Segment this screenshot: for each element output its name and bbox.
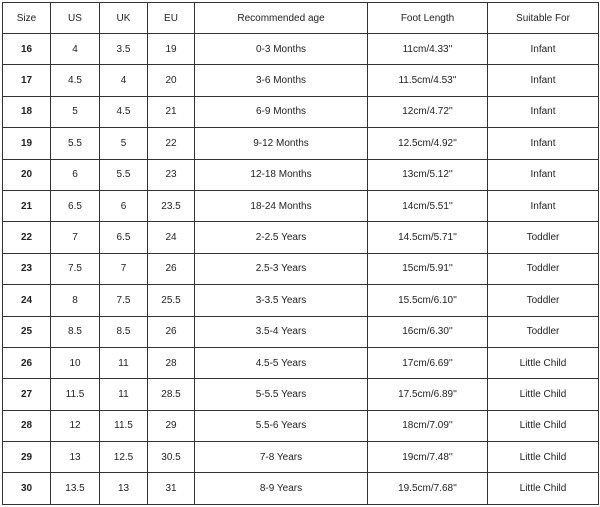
eu-size-cell: 31: [148, 473, 195, 505]
table-row: [3, 222, 599, 253]
table-row: [3, 253, 599, 284]
uk-size-cell: 6.5: [100, 222, 148, 253]
suitable-for-cell: Little Child: [488, 410, 599, 441]
recommended-age-cell: 12-18 Months: [195, 159, 368, 190]
foot-length-cell: 11cm/4.33'': [368, 34, 488, 65]
eu-size-cell: 24: [148, 222, 195, 253]
uk-size-cell: 11: [100, 347, 148, 378]
eu-size-cell: 21: [148, 96, 195, 127]
suitable-for-cell: Little Child: [488, 473, 599, 505]
column-header-us: US: [51, 3, 100, 34]
column-header-foot-length: Foot Length: [368, 3, 488, 34]
size-cell: 20: [3, 159, 51, 190]
size-cell: 22: [3, 222, 51, 253]
column-header-suitable-for: Suitable For: [488, 3, 599, 34]
us-size-cell: 13: [51, 442, 100, 473]
suitable-for-cell: Toddler: [488, 253, 599, 284]
foot-length-cell: 13cm/5.12'': [368, 159, 488, 190]
recommended-age-cell: 2.5-3 Years: [195, 253, 368, 284]
table-row: [3, 347, 599, 378]
foot-length-cell: 15cm/5.91'': [368, 253, 488, 284]
suitable-for-cell: Infant: [488, 96, 599, 127]
size-cell: 28: [3, 410, 51, 441]
us-size-cell: 11.5: [51, 379, 100, 410]
foot-length-cell: 12.5cm/4.92'': [368, 128, 488, 159]
us-size-cell: 5.5: [51, 128, 100, 159]
eu-size-cell: 22: [148, 128, 195, 159]
foot-length-cell: 12cm/4.72'': [368, 96, 488, 127]
table-row: [3, 410, 599, 441]
us-size-cell: 6.5: [51, 190, 100, 221]
uk-size-cell: 7.5: [100, 285, 148, 316]
foot-length-cell: 19.5cm/7.68'': [368, 473, 488, 505]
suitable-for-cell: Toddler: [488, 222, 599, 253]
recommended-age-cell: 6-9 Months: [195, 96, 368, 127]
foot-length-cell: 17cm/6.69'': [368, 347, 488, 378]
recommended-age-cell: 5-5.5 Years: [195, 379, 368, 410]
us-size-cell: 8: [51, 285, 100, 316]
recommended-age-cell: 9-12 Months: [195, 128, 368, 159]
table-row: [3, 190, 599, 221]
uk-size-cell: 5.5: [100, 159, 148, 190]
recommended-age-cell: 5.5-6 Years: [195, 410, 368, 441]
uk-size-cell: 13: [100, 473, 148, 505]
table-row: [3, 128, 599, 159]
recommended-age-cell: 2-2.5 Years: [195, 222, 368, 253]
size-cell: 21: [3, 190, 51, 221]
eu-size-cell: 30.5: [148, 442, 195, 473]
size-cell: 25: [3, 316, 51, 347]
suitable-for-cell: Toddler: [488, 316, 599, 347]
uk-size-cell: 7: [100, 253, 148, 284]
uk-size-cell: 11: [100, 379, 148, 410]
foot-length-cell: 15.5cm/6.10'': [368, 285, 488, 316]
table-row: [3, 285, 599, 316]
uk-size-cell: 3.5: [100, 34, 148, 65]
suitable-for-cell: Infant: [488, 190, 599, 221]
uk-size-cell: 11.5: [100, 410, 148, 441]
uk-size-cell: 5: [100, 128, 148, 159]
foot-length-cell: 19cm/7.48'': [368, 442, 488, 473]
eu-size-cell: 28: [148, 347, 195, 378]
recommended-age-cell: 3-3.5 Years: [195, 285, 368, 316]
column-header-size: Size: [3, 3, 51, 34]
size-chart-body: [3, 34, 599, 505]
foot-length-cell: 18cm/7.09'': [368, 410, 488, 441]
size-cell: 23: [3, 253, 51, 284]
uk-size-cell: 4.5: [100, 96, 148, 127]
size-cell: 29: [3, 442, 51, 473]
suitable-for-cell: Infant: [488, 128, 599, 159]
foot-length-cell: 17.5cm/6.89'': [368, 379, 488, 410]
table-row: [3, 65, 599, 96]
size-cell: 18: [3, 96, 51, 127]
eu-size-cell: 26: [148, 253, 195, 284]
recommended-age-cell: 3-6 Months: [195, 65, 368, 96]
column-header-recommended-age: Recommended age: [195, 3, 368, 34]
size-chart-table: [2, 2, 599, 505]
table-row: [3, 473, 599, 505]
suitable-for-cell: Little Child: [488, 442, 599, 473]
foot-length-cell: 16cm/6.30'': [368, 316, 488, 347]
us-size-cell: 7.5: [51, 253, 100, 284]
eu-size-cell: 25.5: [148, 285, 195, 316]
table-row: [3, 379, 599, 410]
foot-length-cell: 11.5cm/4.53'': [368, 65, 488, 96]
uk-size-cell: 8.5: [100, 316, 148, 347]
us-size-cell: 4.5: [51, 65, 100, 96]
us-size-cell: 12: [51, 410, 100, 441]
us-size-cell: 13.5: [51, 473, 100, 505]
recommended-age-cell: 4.5-5 Years: [195, 347, 368, 378]
table-row: [3, 159, 599, 190]
eu-size-cell: 28.5: [148, 379, 195, 410]
size-cell: 16: [3, 34, 51, 65]
suitable-for-cell: Infant: [488, 159, 599, 190]
us-size-cell: 5: [51, 96, 100, 127]
us-size-cell: 4: [51, 34, 100, 65]
suitable-for-cell: Infant: [488, 34, 599, 65]
eu-size-cell: 20: [148, 65, 195, 96]
table-row: [3, 96, 599, 127]
recommended-age-cell: 0-3 Months: [195, 34, 368, 65]
uk-size-cell: 4: [100, 65, 148, 96]
size-cell: 17: [3, 65, 51, 96]
us-size-cell: 6: [51, 159, 100, 190]
eu-size-cell: 19: [148, 34, 195, 65]
eu-size-cell: 23: [148, 159, 195, 190]
recommended-age-cell: 8-9 Years: [195, 473, 368, 505]
us-size-cell: 10: [51, 347, 100, 378]
eu-size-cell: 26: [148, 316, 195, 347]
size-cell: 30: [3, 473, 51, 505]
uk-size-cell: 6: [100, 190, 148, 221]
recommended-age-cell: 7-8 Years: [195, 442, 368, 473]
suitable-for-cell: Little Child: [488, 347, 599, 378]
column-header-uk: UK: [100, 3, 148, 34]
suitable-for-cell: Little Child: [488, 379, 599, 410]
table-row: [3, 316, 599, 347]
foot-length-cell: 14cm/5.51'': [368, 190, 488, 221]
eu-size-cell: 29: [148, 410, 195, 441]
table-row: [3, 34, 599, 65]
column-header-eu: EU: [148, 3, 195, 34]
suitable-for-cell: Infant: [488, 65, 599, 96]
suitable-for-cell: Toddler: [488, 285, 599, 316]
recommended-age-cell: 3.5-4 Years: [195, 316, 368, 347]
size-cell: 26: [3, 347, 51, 378]
us-size-cell: 8.5: [51, 316, 100, 347]
size-cell: 27: [3, 379, 51, 410]
uk-size-cell: 12.5: [100, 442, 148, 473]
header-row: [3, 3, 599, 34]
size-cell: 24: [3, 285, 51, 316]
us-size-cell: 7: [51, 222, 100, 253]
recommended-age-cell: 18-24 Months: [195, 190, 368, 221]
table-row: [3, 442, 599, 473]
size-cell: 19: [3, 128, 51, 159]
foot-length-cell: 14.5cm/5.71'': [368, 222, 488, 253]
eu-size-cell: 23.5: [148, 190, 195, 221]
